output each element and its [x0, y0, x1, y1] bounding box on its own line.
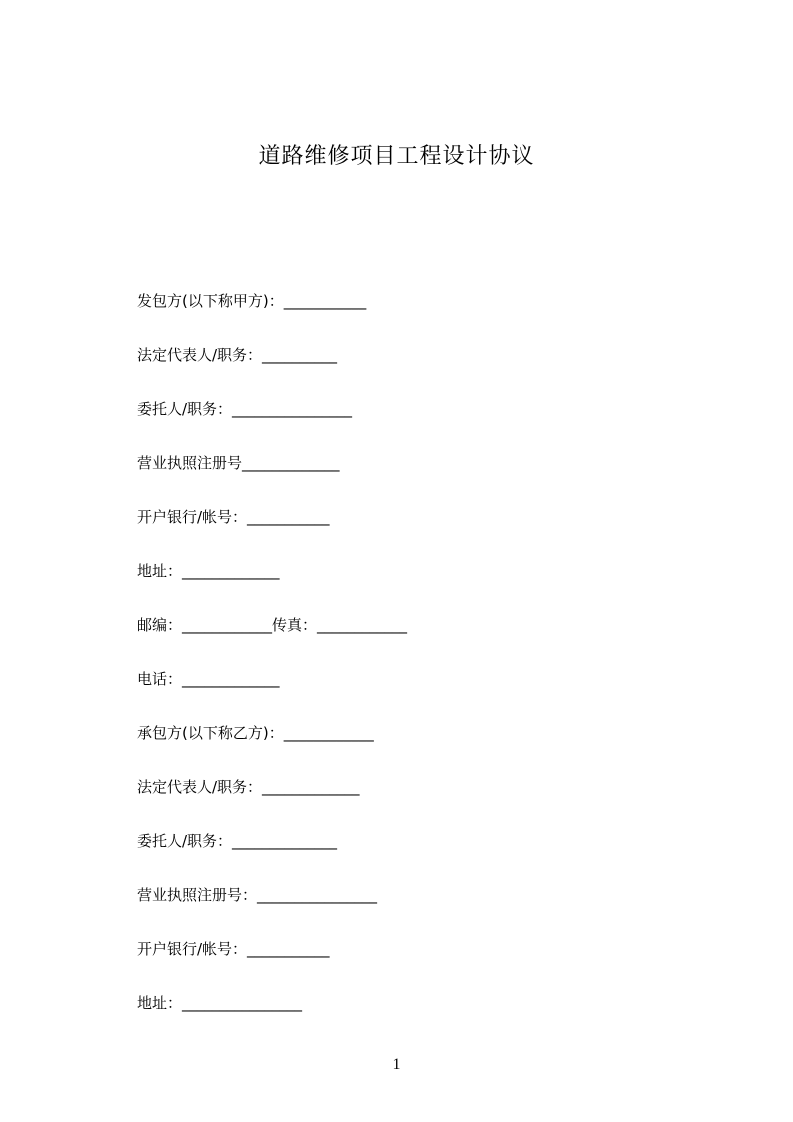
party-a-postcode-fax-line: 邮编：____________传真：____________ [137, 616, 408, 634]
party-a-agent-line: 委托人/职务：________________ [137, 400, 353, 418]
page-number: 1 [392, 1056, 401, 1073]
party-a-phone-line: 电话：_____________ [137, 670, 280, 688]
party-a-name-line: 发包方(以下称甲方)：___________ [137, 292, 367, 310]
party-b-agent-line: 委托人/职务：______________ [137, 832, 338, 850]
party-b-license-number-line: 营业执照注册号：________________ [137, 886, 378, 904]
party-b-address-line: 地址：________________ [137, 994, 303, 1012]
party-b-bank-account-line: 开户银行/帐号：___________ [137, 940, 330, 958]
party-b-legal-representative-line: 法定代表人/职务：_____________ [137, 778, 360, 796]
party-a-legal-representative-line: 法定代表人/职务：__________ [137, 346, 338, 364]
party-info-fields [137, 286, 697, 1042]
document-title: 道路维修项目工程设计协议 [258, 144, 535, 169]
party-b-name-line: 承包方(以下称乙方)：____________ [137, 724, 374, 742]
party-a-bank-account-line: 开户银行/帐号：___________ [137, 508, 330, 526]
party-a-address-line: 地址：_____________ [137, 562, 280, 580]
party-a-license-number-line: 营业执照注册号_____________ [137, 454, 340, 472]
